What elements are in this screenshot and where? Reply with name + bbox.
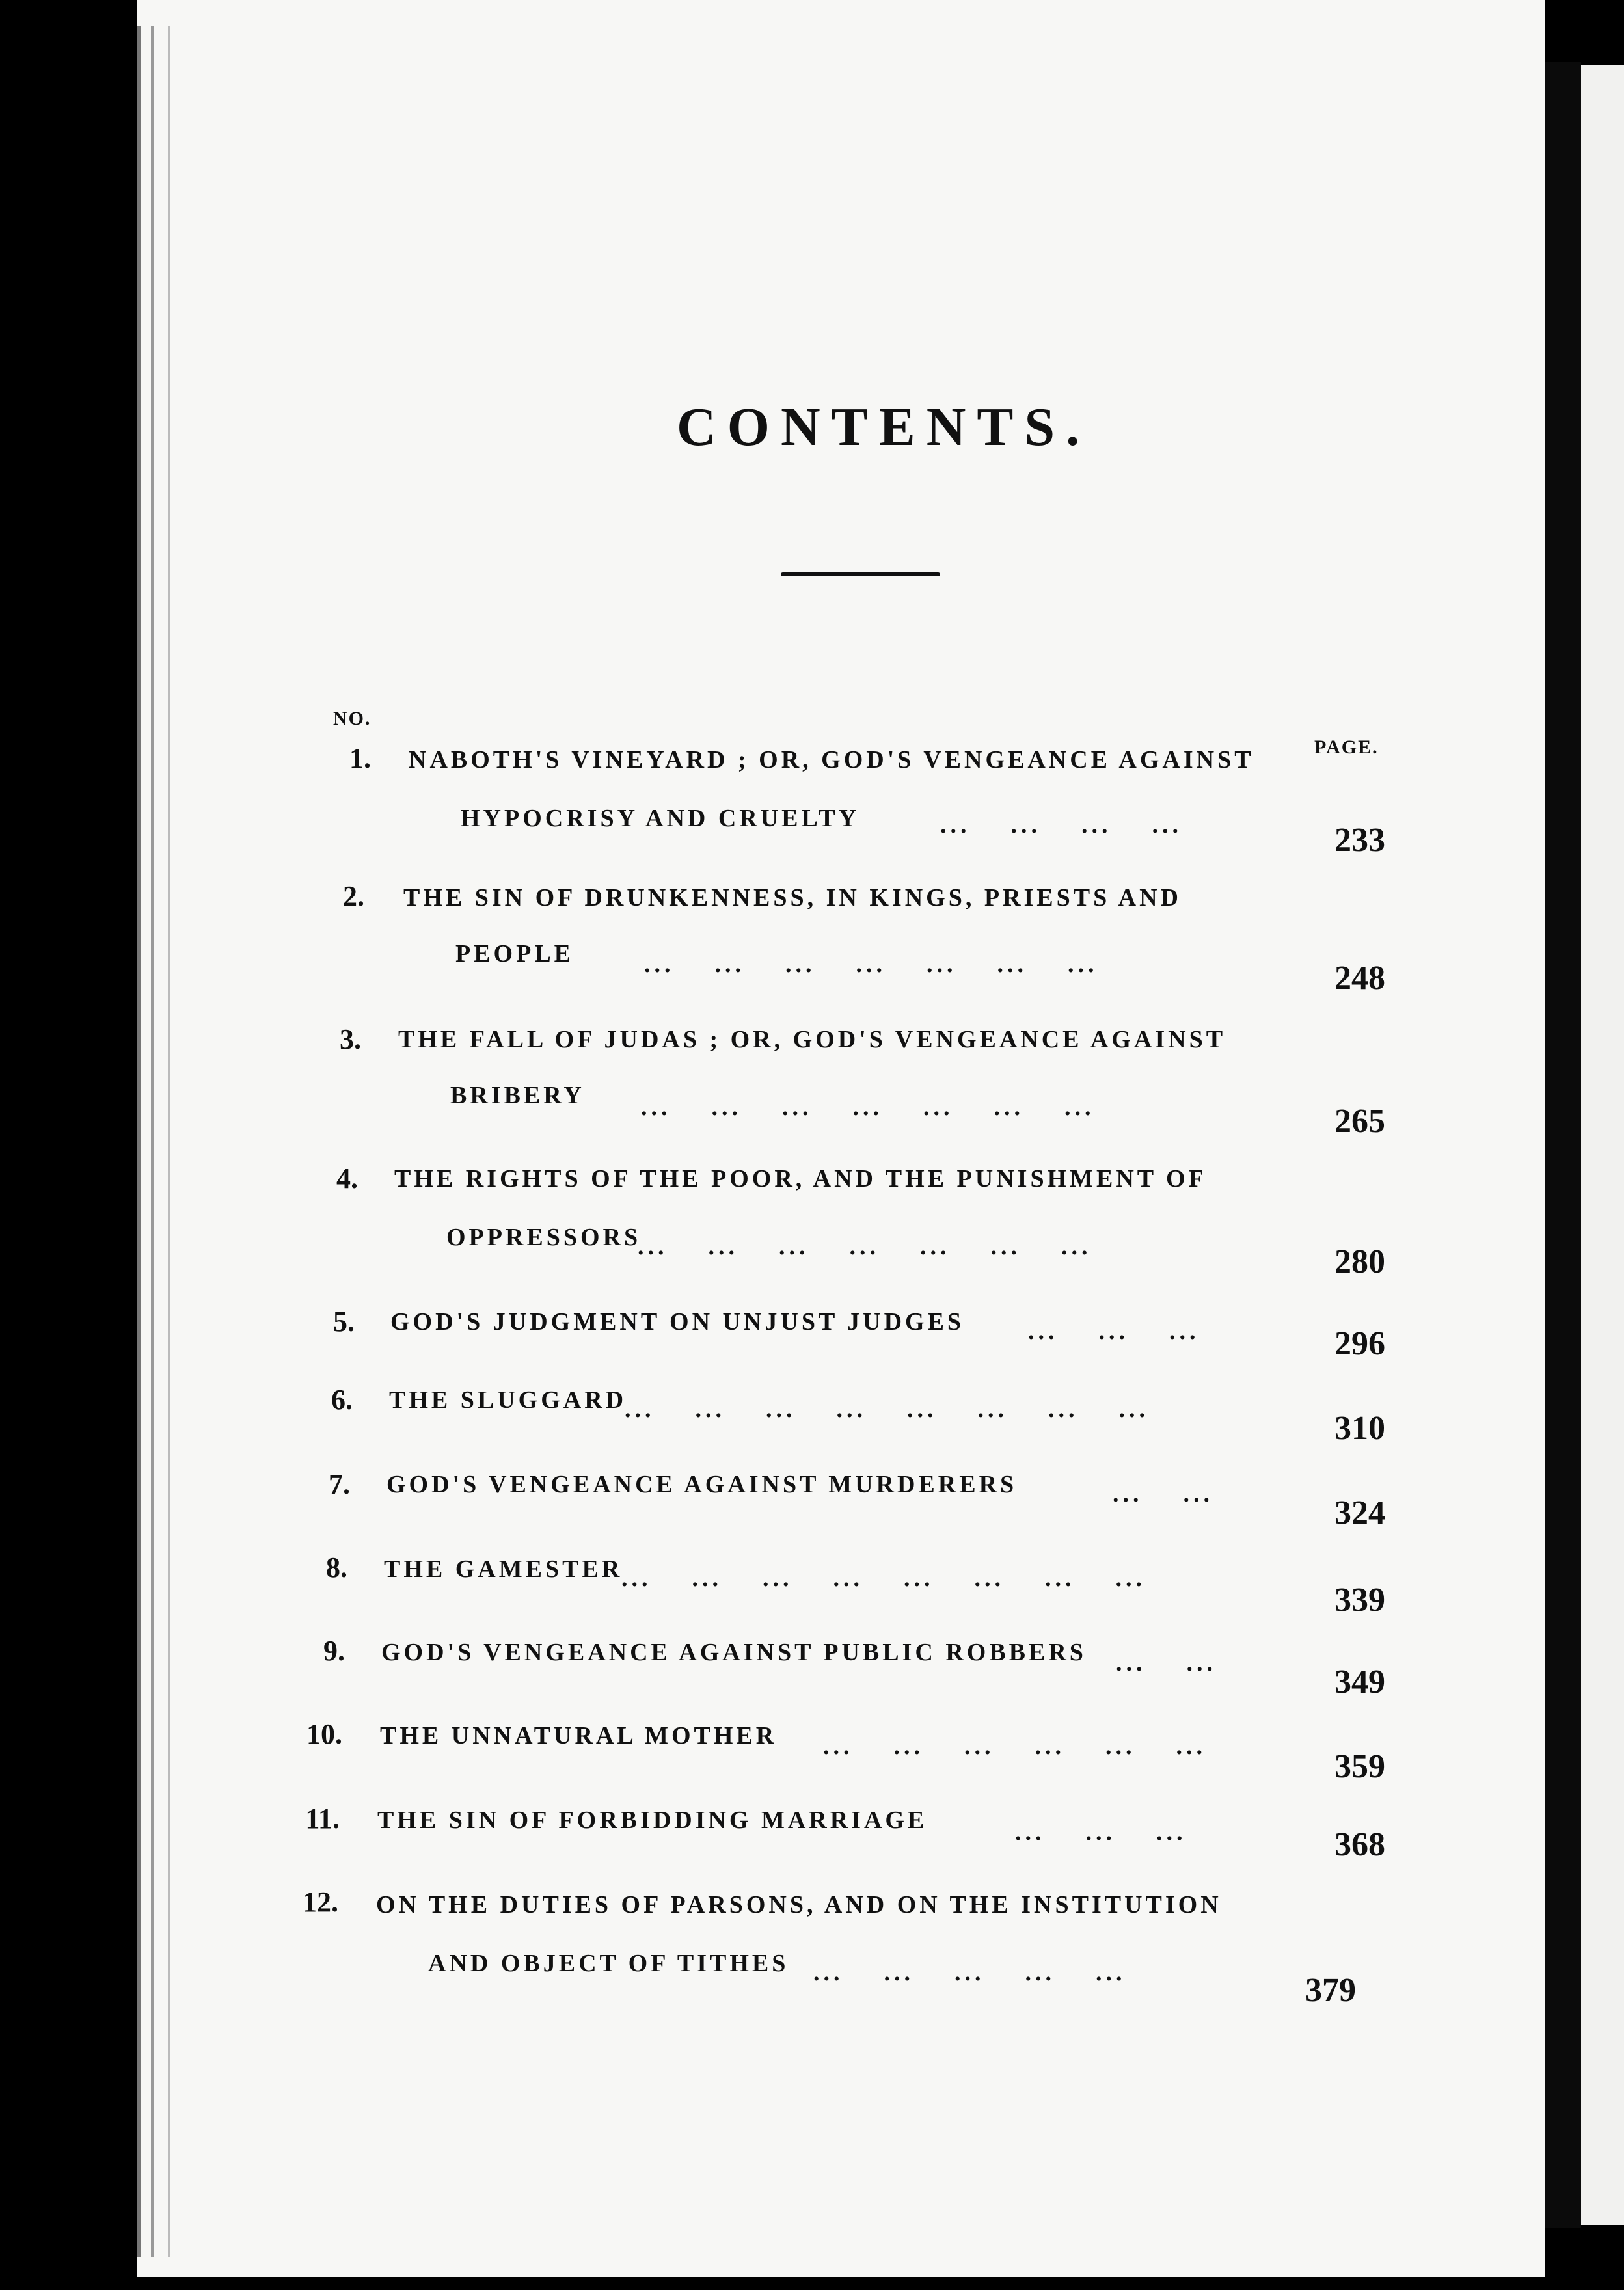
entry-title: GOD'S JUDGMENT ON UNJUST JUDGES [390, 1308, 965, 1336]
entry-title: THE SIN OF FORBIDDING MARRIAGE [377, 1807, 928, 1834]
leader-dots: ... ... ... ... ... ... ... [641, 1094, 1095, 1121]
entry-number: 8. [326, 1552, 347, 1583]
entry-title: THE SIN OF DRUNKENNESS, IN KINGS, PRIESTS AND [403, 884, 1182, 911]
entry-number: 10. [306, 1718, 342, 1750]
entry-number: 1. [349, 742, 371, 774]
entry-page-number: 349 [1334, 1664, 1385, 1701]
leader-dots: ... ... ... ... ... ... ... ... [625, 1395, 1149, 1423]
leader-dots: ... ... ... ... ... ... [823, 1732, 1206, 1760]
entry-title: GOD'S VENGEANCE AGAINST MURDERERS [386, 1471, 1018, 1498]
entry-title: THE GAMESTER [384, 1556, 623, 1583]
entry-number: 9. [323, 1635, 345, 1667]
entry-page-number: 248 [1334, 960, 1385, 997]
entry-page-number: 368 [1334, 1826, 1385, 1863]
entry-number: 2. [343, 880, 364, 912]
entry-page-number: 280 [1334, 1243, 1385, 1280]
leader-dots: ... ... ... ... ... ... ... [644, 950, 1098, 978]
entry-title-continued: BRIBERY [450, 1082, 585, 1109]
facing-page-edge [1581, 65, 1624, 2225]
page-edge [168, 26, 170, 2257]
entry-title-continued: PEOPLE [455, 940, 575, 967]
leader-dots: ... ... ... ... ... ... ... [638, 1233, 1092, 1260]
entry-number: 4. [336, 1163, 358, 1194]
leader-dots: ... ... ... [1015, 1818, 1187, 1846]
entry-number: 12. [303, 1886, 338, 1918]
entry-page-number: 296 [1334, 1325, 1385, 1362]
entry-title-continued: AND OBJECT OF TITHES [428, 1950, 789, 1977]
page-edge [137, 26, 141, 2257]
entry-page-number: 339 [1334, 1582, 1385, 1619]
page-title: CONTENTS. [677, 397, 1091, 457]
entry-number: 3. [340, 1023, 361, 1055]
entry-title: THE SLUGGARD [389, 1386, 627, 1414]
entry-title: THE UNNATURAL MOTHER [380, 1722, 778, 1749]
leader-dots: ... ... ... [1028, 1317, 1200, 1345]
entry-number: 11. [305, 1803, 340, 1835]
spine-shadow [1545, 62, 1581, 2228]
page-edge [151, 26, 154, 2257]
title-rule [781, 572, 940, 576]
page-column-header: PAGE. [1314, 736, 1379, 758]
leader-dots: ... ... ... ... [940, 811, 1182, 839]
entry-title-continued: OPPRESSORS [446, 1224, 642, 1251]
entry-number: 5. [333, 1306, 355, 1338]
leader-dots: ... ... [1113, 1480, 1213, 1507]
entry-number: 6. [331, 1384, 353, 1416]
entry-page-number: 324 [1334, 1494, 1385, 1531]
entry-page-number: 379 [1305, 1972, 1356, 2009]
entry-page-number: 359 [1334, 1748, 1385, 1785]
leader-dots: ... ... [1116, 1649, 1217, 1677]
leader-dots: ... ... ... ... ... ... ... ... [621, 1565, 1146, 1592]
entry-title: THE RIGHTS OF THE POOR, AND THE PUNISHMENT OF [394, 1165, 1207, 1192]
leader-dots: ... ... ... ... ... [813, 1959, 1126, 1986]
entry-title: ON THE DUTIES OF PARSONS, AND ON THE INSTITUTION [376, 1891, 1222, 1919]
entry-title: NABOTH'S VINEYARD ; OR, GOD'S VENGEANCE AGAINST [409, 746, 1254, 774]
entry-title: THE FALL OF JUDAS ; OR, GOD'S VENGEANCE AGAINST [398, 1026, 1226, 1053]
entry-page-number: 310 [1334, 1410, 1385, 1447]
number-column-header: NO. [333, 708, 372, 729]
entry-page-number: 265 [1334, 1103, 1385, 1140]
entry-title: GOD'S VENGEANCE AGAINST PUBLIC ROBBERS [381, 1639, 1087, 1666]
entry-title-continued: HYPOCRISY AND CRUELTY [461, 805, 860, 832]
entry-page-number: 233 [1334, 822, 1385, 859]
entry-number: 7. [329, 1468, 350, 1500]
